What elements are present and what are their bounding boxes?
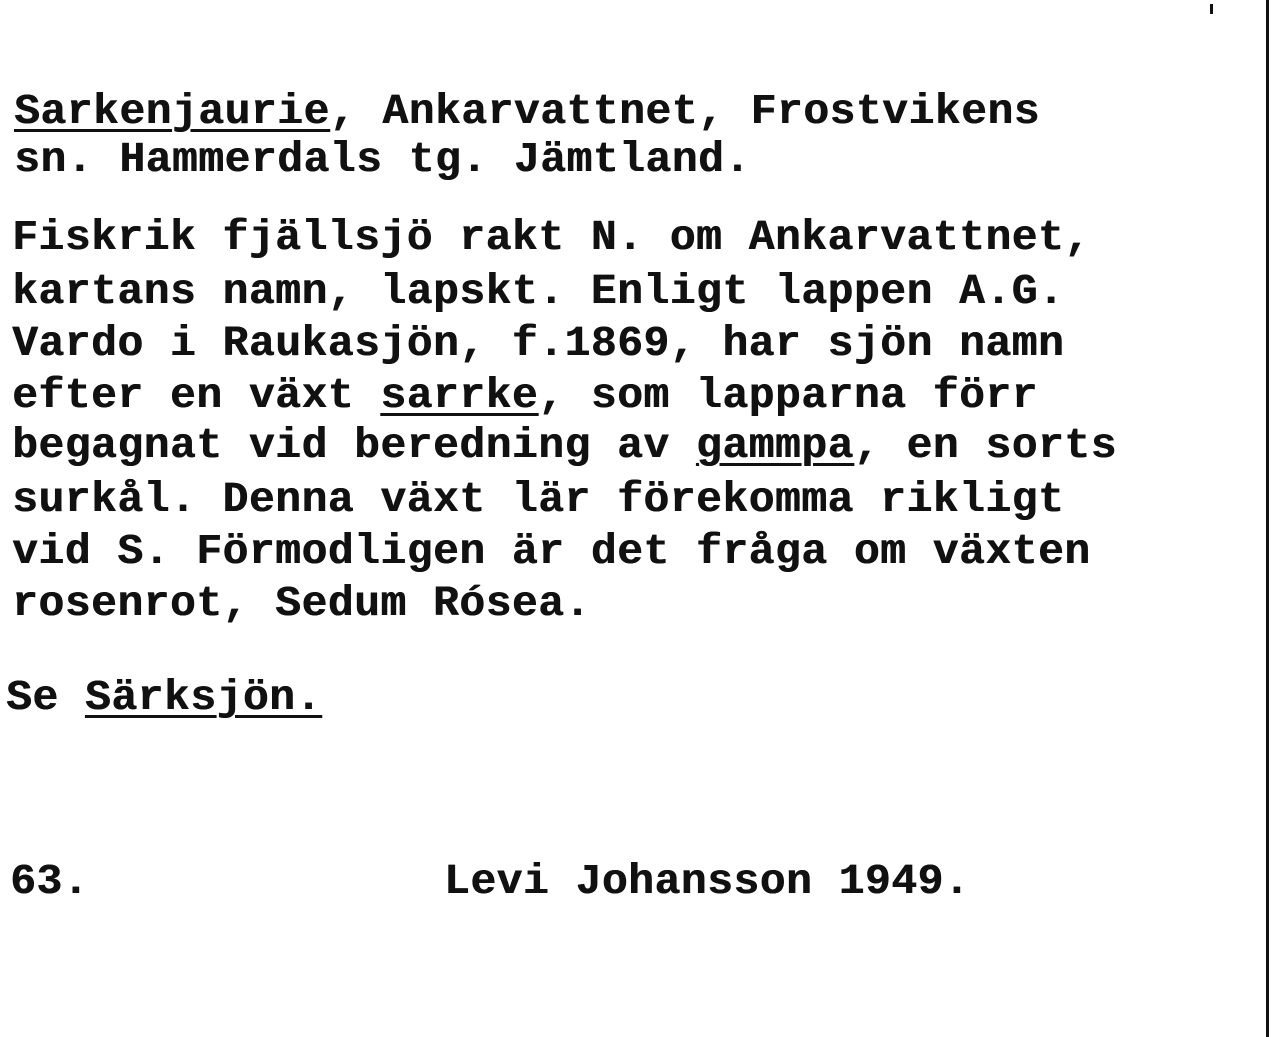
header-line-2: sn. Hammerdals tg. Jämtland.	[14, 135, 751, 184]
body-line-8: rosenrot, Sedum Rósea.	[12, 579, 591, 628]
body-line-4-start: efter en växt	[12, 371, 381, 420]
scan-speck	[1210, 4, 1213, 14]
body-line-5-end: , en sorts	[853, 421, 1117, 470]
body-line-6: surkål. Denna växt lär förekomma rikligt	[12, 475, 1065, 524]
body-line-4	[12, 370, 1038, 422]
body-line-7: vid S. Förmodligen är det fråga om växten	[12, 527, 1091, 576]
cross-reference	[6, 672, 322, 724]
body-line-1: Fiskrik fjällsjö rakt N. om Ankarvattnet,	[12, 213, 1091, 262]
footer-line	[10, 856, 970, 908]
header-line-1	[14, 86, 1040, 138]
card-edge	[1266, 0, 1269, 1037]
author-year: Levi Johansson 1949.	[443, 857, 971, 906]
body-line-5	[12, 420, 1117, 472]
body-line-2: kartans namn, lapskt. Enligt lappen A.G.	[12, 267, 1065, 316]
body-line-5-start: begagnat vid beredning av	[12, 421, 696, 470]
cross-reference-target: Särksjön.	[84, 673, 322, 722]
card-number: 63.	[10, 857, 89, 906]
term-gammpa: gammpa	[695, 421, 854, 470]
body-line-4-end: , som lapparna förr	[538, 371, 1038, 420]
header-location: , Ankarvattnet, Frostvikens	[329, 87, 1040, 136]
body-line-3: Vardo i Raukasjön, f.1869, har sjön namn	[12, 319, 1065, 368]
term-sarrke: sarrke	[380, 371, 539, 420]
headword: Sarkenjaurie	[14, 87, 330, 136]
cross-reference-prefix: Se	[6, 673, 85, 722]
